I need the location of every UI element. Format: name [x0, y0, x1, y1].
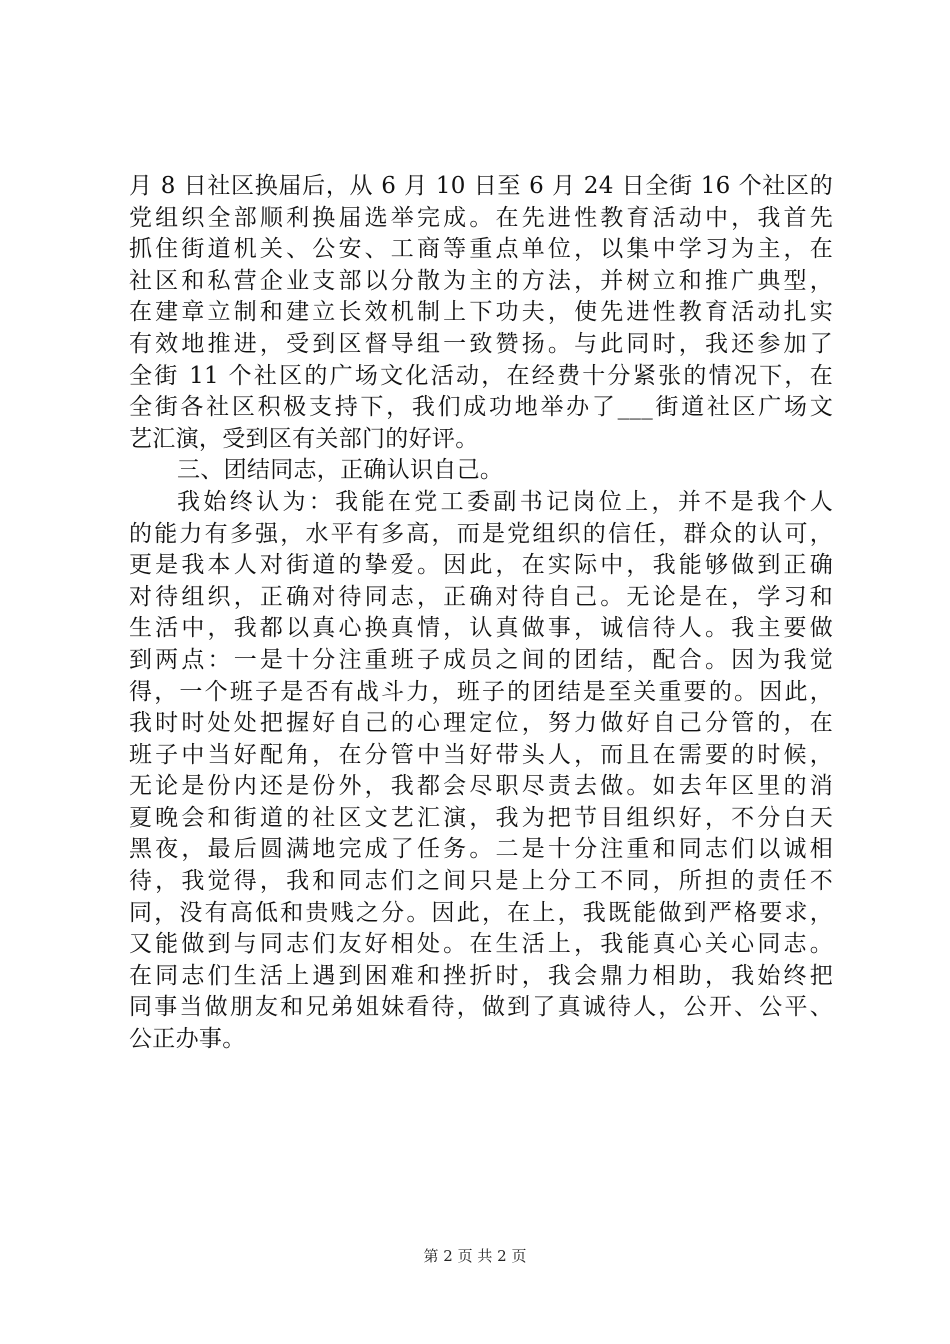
- text-line: 同，没有高低和贵贱之分。因此，在上，我既能做到严格要求，: [129, 899, 833, 926]
- text-line: 我始终认为：我能在党工委副书记岗位上，并不是我个人: [177, 488, 833, 515]
- text-line: 全街各社区积极支持下，我们成功地举办了___街道社区广场文: [129, 394, 833, 421]
- text-line: 我时时处处把握好自己的心理定位，努力做好自己分管的，在: [129, 710, 833, 737]
- text-line: 艺汇演，受到区有关部门的好评。: [129, 425, 479, 452]
- text-line: 在建章立制和建立长效机制上下功夫，使先进性教育活动扎实: [129, 299, 833, 326]
- text-line: 生活中，我都以真心换真情，认真做事，诚信待人。我主要做: [129, 615, 833, 642]
- text-line: 公正办事。: [129, 1026, 246, 1053]
- text-line: 又能做到与同志们友好相处。在生活上，我能真心关心同志。: [129, 931, 833, 958]
- document-body: [129, 171, 833, 1056]
- text-line: 对待组织，正确对待同志，正确对待自己。无论是在，学习和: [129, 583, 833, 610]
- section-heading: 三、团结同志，正确认识自己。: [177, 457, 504, 484]
- text-line: 全街 11 个社区的广场文化活动，在经费十分紧张的情况下，在: [129, 362, 833, 389]
- text-line: 到两点：一是十分注重班子成员之间的团结，配合。因为我觉: [129, 646, 833, 673]
- text-line: 社区和私营企业支部以分散为主的方法，并树立和推广典型，: [129, 267, 833, 294]
- text-line: 无论是份内还是份外，我都会尽职尽责去做。如去年区里的消: [129, 773, 833, 800]
- text-line: 有效地推进，受到区督导组一致赞扬。与此同时，我还参加了: [129, 330, 833, 357]
- text-line: 党组织全部顺利换届选举完成。在先进性教育活动中，我首先: [129, 204, 833, 231]
- text-line: 抓住街道机关、公安、工商等重点单位，以集中学习为主，在: [129, 236, 833, 263]
- text-line: 黑夜，最后圆满地完成了任务。二是十分注重和同志们以诚相: [129, 836, 833, 863]
- text-line: 班子中当好配角，在分管中当好带头人，而且在需要的时候，: [129, 741, 833, 768]
- page-footer: [0, 1246, 950, 1266]
- text-line: 月 8 日社区换届后，从 6 月 10 日至 6 月 24 日全街 16 个社区的: [129, 173, 833, 199]
- text-line: 待，我觉得，我和同志们之间只是上分工不同，所担的责任不: [129, 868, 833, 895]
- text-line: 更是我本人对街道的挚爱。因此，在实际中，我能够做到正确: [129, 552, 833, 579]
- text-line: 夏晚会和街道的社区文艺汇演，我为把节目组织好，不分白天: [129, 804, 833, 831]
- text-line: 在同志们生活上遇到困难和挫折时，我会鼎力相助，我始终把: [129, 962, 833, 989]
- text-line: 的能力有多强，水平有多高，而是党组织的信任，群众的认可，: [129, 520, 833, 547]
- text-line: 得，一个班子是否有战斗力，班子的团结是至关重要的。因此，: [129, 678, 833, 705]
- text-line: 同事当做朋友和兄弟姐妹看待，做到了真诚待人，公开、公平、: [129, 994, 833, 1021]
- page-number: 第 2 页 共 2 页: [423, 1247, 527, 1265]
